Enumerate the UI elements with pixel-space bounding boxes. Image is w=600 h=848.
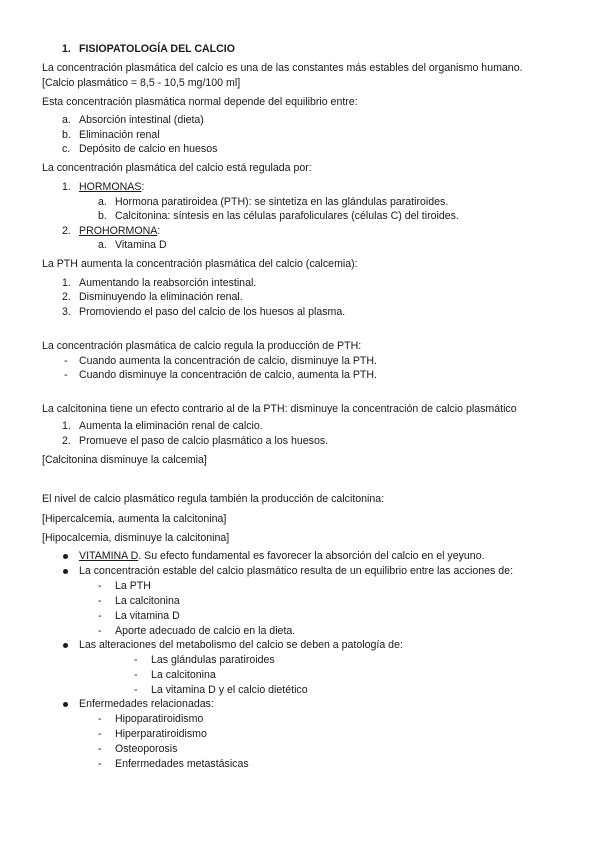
list-item: Osteoporosis xyxy=(115,743,178,755)
dash-marker: - xyxy=(98,595,102,607)
dash-marker: - xyxy=(98,743,102,755)
diseases-bullet: Enfermedades relacionadas: xyxy=(79,698,214,710)
list-item: Cuando disminuye la concentración de calcio, aumenta la PTH. xyxy=(79,369,377,381)
prohormone-suffix: : xyxy=(157,225,161,237)
dash-marker: - xyxy=(134,654,138,666)
prohormone-title: PROHORMONA xyxy=(79,225,158,237)
list-item: Cuando aumenta la concentración de calcio, disminuye la PTH. xyxy=(79,355,377,367)
bullet-icon xyxy=(63,554,68,559)
vitamin-d-bullet xyxy=(79,549,485,563)
list-item: Absorción intestinal (dieta) xyxy=(79,114,204,126)
list-item: Vitamina D xyxy=(115,239,167,251)
list-item: Calcitonina: síntesis en las células parafoliculares (células C) del tiroides. xyxy=(115,210,459,222)
section-number: 1. xyxy=(62,43,71,55)
dash-marker: - xyxy=(98,713,102,725)
dash-marker: - xyxy=(98,625,102,637)
list-marker: 2. xyxy=(62,291,71,303)
vitamin-d-text: . Su efecto fundamental es favorecer la absorción del calcio en el yeyuno. xyxy=(138,550,485,562)
list-marker: 2. xyxy=(62,435,71,447)
section-title: FISIOPATOLOGÍA DEL CALCIO xyxy=(79,43,235,55)
dash-marker: - xyxy=(134,669,138,681)
list-item: La vitamina D y el calcio dietético xyxy=(151,684,308,696)
list-item: Promueve el paso de calcio plasmático a los huesos. xyxy=(79,435,329,447)
list-item: Promoviendo el paso del calcio de los huesos al plasma. xyxy=(79,306,346,318)
list-item: Aumentando la reabsorción intestinal. xyxy=(79,277,257,289)
pth-intro: La PTH aumenta la concentración plasmática del calcio (calcemia): xyxy=(42,258,358,270)
list-item: Hormona paratiroidea (PTH): se sintetiza en las glándulas paratiroides. xyxy=(115,196,449,208)
list-item: Disminuyendo la eliminación renal. xyxy=(79,291,243,303)
stable-bullet: La concentración estable del calcio plasmático resulta de un equilibrio entre las acciones de: xyxy=(79,565,514,577)
list-marker: - xyxy=(64,355,68,367)
dash-marker: - xyxy=(98,758,102,770)
list-marker: 1. xyxy=(62,181,71,193)
list-item: Hipoparatiroidismo xyxy=(115,713,204,725)
intro-line-3: Esta concentración plasmática normal depende del equilibrio entre: xyxy=(42,96,358,108)
list-marker: b. xyxy=(98,210,107,222)
calcitonin-intro: La calcitonina tiene un efecto contrario al de la PTH: disminuye la concentración de calcio plasmático xyxy=(42,403,517,415)
list-item: La PTH xyxy=(115,580,151,592)
list-marker: a. xyxy=(98,196,107,208)
list-item: Hiperparatiroidismo xyxy=(115,728,207,740)
dash-marker: - xyxy=(98,580,102,592)
hypercalcemia-note: [Hipercalcemia, aumenta la calcitonina] xyxy=(42,513,227,525)
list-marker: 3. xyxy=(62,306,71,318)
calcitonin-note: [Calcitonina disminuye la calcemia] xyxy=(42,454,207,466)
list-item: Aporte adecuado de calcio en la dieta. xyxy=(115,625,296,637)
calcitonin-regulation-intro: El nivel de calcio plasmático regula también la producción de calcitonina: xyxy=(42,493,385,505)
list-marker: 1. xyxy=(62,420,71,432)
dash-marker: - xyxy=(98,728,102,740)
list-marker: a. xyxy=(62,114,71,126)
list-marker: a. xyxy=(98,239,107,251)
dash-marker: - xyxy=(98,610,102,622)
dash-marker: - xyxy=(134,684,138,696)
bullet-icon xyxy=(63,569,68,574)
hormones-heading xyxy=(79,180,144,194)
regulation-intro: La concentración plasmática del calcio está regulada por: xyxy=(42,162,312,174)
list-marker: c. xyxy=(62,143,71,155)
list-item: Depósito de calcio en huesos xyxy=(79,143,218,155)
intro-line-1: La concentración plasmática del calcio es una de las constantes más estables del organismo humano. xyxy=(42,62,523,74)
bullet-icon xyxy=(63,702,68,707)
list-item: La calcitonina xyxy=(151,669,216,681)
list-item: La vitamina D xyxy=(115,610,180,622)
list-item: La calcitonina xyxy=(115,595,180,607)
bullet-icon xyxy=(63,643,68,648)
list-marker: - xyxy=(64,369,68,381)
list-marker: 1. xyxy=(62,277,71,289)
list-item: Las glándulas paratiroides xyxy=(151,654,275,666)
list-item: Aumenta la eliminación renal de calcio. xyxy=(79,420,263,432)
list-item: Enfermedades metastásicas xyxy=(115,758,249,770)
list-marker: b. xyxy=(62,129,71,141)
hormones-title: HORMONAS xyxy=(79,181,142,193)
pth-regulation-intro: La concentración plasmática de calcio regula la producción de PTH: xyxy=(42,340,362,352)
hormones-suffix: : xyxy=(141,181,145,193)
list-marker: 2. xyxy=(62,225,71,237)
hypocalcemia-note: [Hipocalcemia, disminuye la calcitonina] xyxy=(42,532,230,544)
prohormone-heading xyxy=(79,224,160,238)
list-item: Eliminación renal xyxy=(79,129,160,141)
vitamin-d-label: VITAMINA D xyxy=(79,550,139,562)
alterations-bullet: Las alteraciones del metabolismo del calcio se deben a patología de: xyxy=(79,639,403,651)
intro-line-2: [Calcio plasmático = 8,5 - 10,5 mg/100 ml] xyxy=(42,77,241,89)
